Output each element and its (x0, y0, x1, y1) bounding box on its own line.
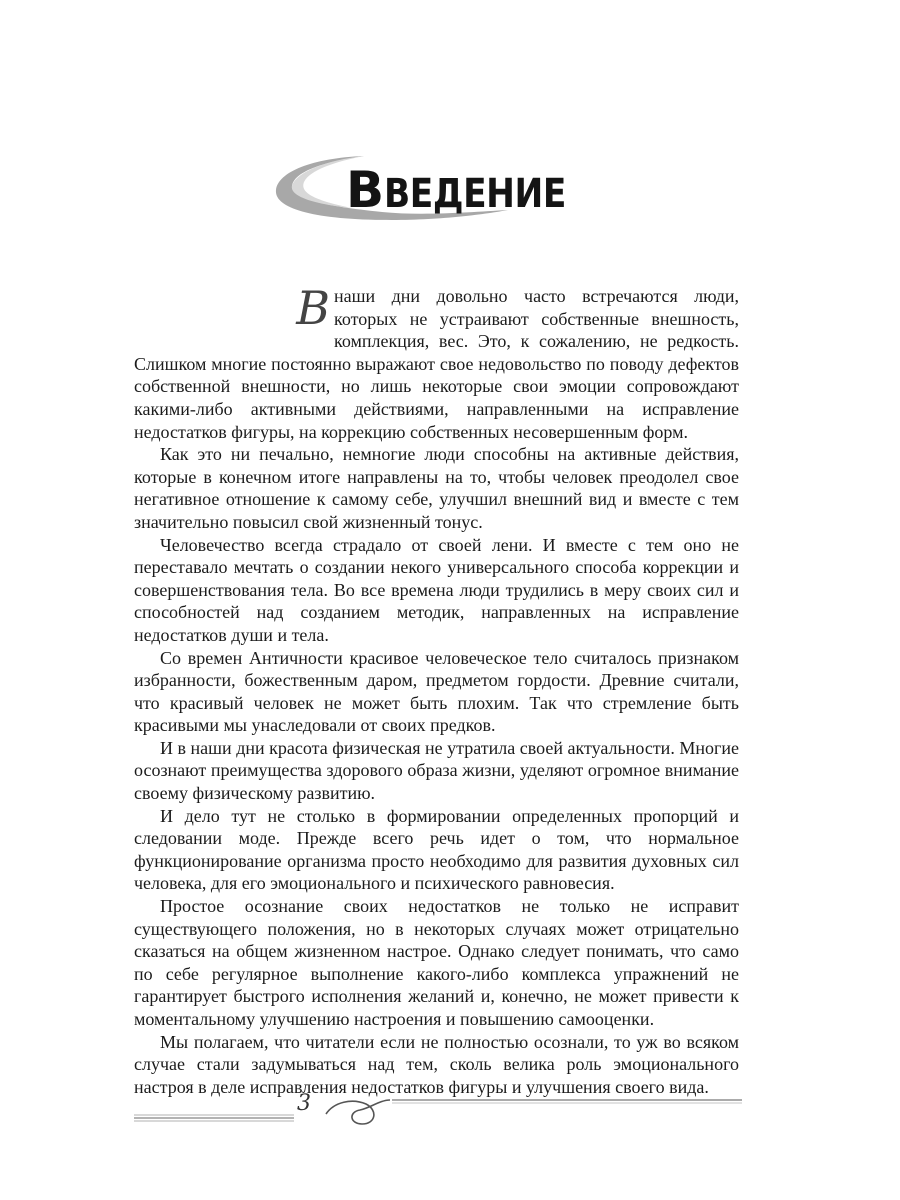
drop-cap-letter: В (296, 281, 330, 335)
page-title (346, 161, 595, 219)
paragraph-4: Со времен Античности красивое человеческое тело считалось признаком избранности, божественным даром, предметом гордости. Древние считали, что красивый человек не может быть плохим. Так что стремление быть красивыми мы унаследовали от своих предков. (134, 647, 739, 736)
heading-initial: В (346, 161, 384, 219)
paragraph-1-text: наши дни довольно часто встречаются люди, которых не устраивают собственные внешность, комплекция, вес. Это, к сожалению, не редкость. Слишком многие постоянно выражают свое недовольство по поводу дефектов собственной внешности, но лишь некоторые свои эмоции сопровождают какими-либо активными действиями, направленными на исправление недостатков фигуры, на коррекцию собственных несовершенным форм. (134, 286, 739, 442)
chapter-heading (272, 150, 566, 230)
heading-rest: ВЕДЕНИЕ (383, 171, 566, 217)
paragraph-1 (134, 281, 739, 443)
paragraph-6: И дело тут не столько в формировании определенных пропорций и следовании моде. Прежде всего речь идет о том, что нормальное функционирование организма просто необходимо для развития духовных сил человека, для его эмоционального и психического равновесия. (134, 805, 739, 894)
drop-cap (134, 281, 334, 335)
paragraph-5: И в наши дни красота физическая не утратила своей актуальности. Многие осознают преимущества здорового образа жизни, уделяют огромное внимание своему физическому развитию. (134, 737, 739, 804)
footer-rule-ornament (134, 1088, 744, 1128)
body-text (134, 281, 739, 1098)
page-number: 3 (297, 1091, 311, 1116)
paragraph-2: Как это ни печально, немногие люди способны на активные действия, которые в конечном итоге направлены на то, чтобы человек преодолел свое негативное отношение к самому себе, улучшил внешний вид и вместе с тем значительно повысил свой жизненный тонус. (134, 444, 739, 532)
paragraph-8: Мы полагаем, что читатели если не полностью осознали, то уж во всяком случае стали задумываться над тем, сколь велика роль эмоционального настроя в деле исправления недостатков фигуры и улучшения своего вида. (134, 1031, 739, 1097)
page-footer (134, 1088, 744, 1128)
paragraph-7: Простое осознание своих недостатков не только не исправит существующего положения, но в некоторых случаях может отрицательно сказаться на общем жизненном настрое. Однако следует понимать, что само по себе регулярное выполнение какого-либо комплекса упражнений не гарантирует быстрого исполнения желаний и, конечно, не может привести к моментальному улучшению настроения и повышению самооценки. (134, 896, 739, 1029)
paragraph-3: Человечество всегда страдало от своей лени. И вместе с тем оно не переставало мечтать о создании некого универсального способа коррекции и совершенствования тела. Во все времена люди трудились в меру своих сил и способностей над созданием методик, направленных на исправление недостатков души и тела. (134, 534, 739, 645)
